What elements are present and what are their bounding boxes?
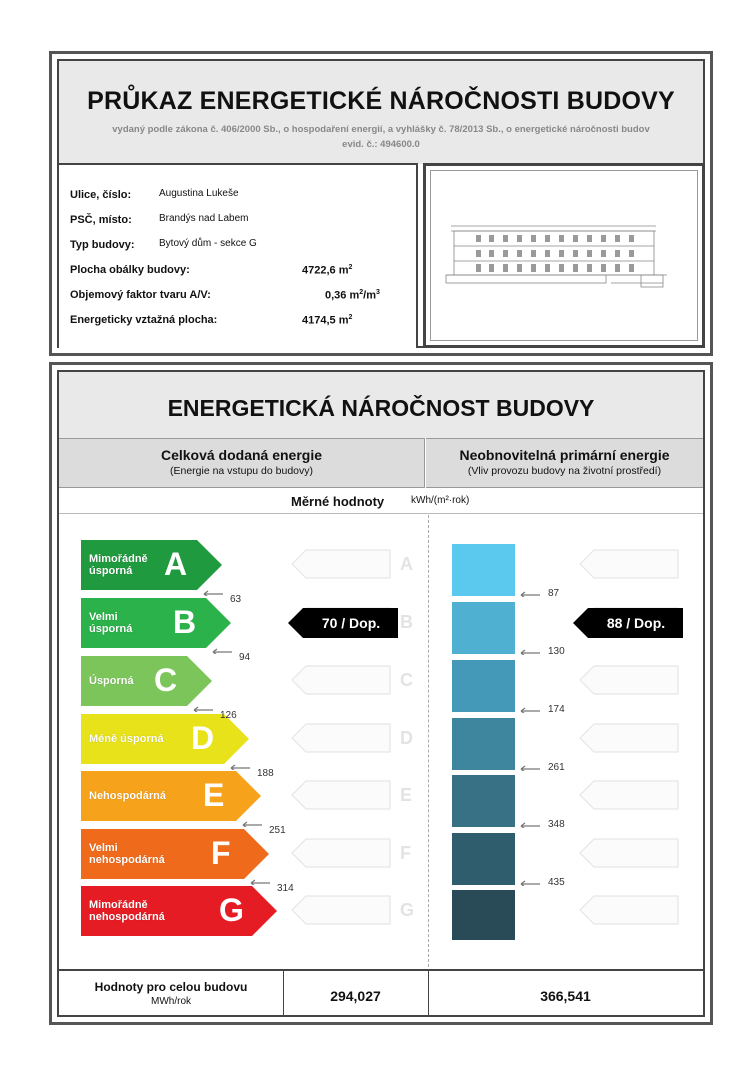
energy-class-letter: C: [154, 662, 178, 698]
energy-class-label: [89, 842, 165, 866]
delivered-energy-title: Celková dodaná energie: [160, 447, 323, 463]
header-band: [59, 61, 703, 164]
specific-values-unit: kWh/(m²·rok): [411, 495, 470, 506]
energy-class-f-arrow: [81, 829, 269, 879]
street-label: Ulice, číslo:: [70, 189, 132, 201]
type-value: Bytový dům - sekce G: [159, 238, 257, 249]
energy-class-label-line: Mimořádně: [89, 553, 148, 565]
primary-energy-bar-c: [452, 660, 515, 712]
info-row-reference-area: [70, 314, 353, 327]
building-picture-frame: [423, 163, 705, 348]
evidence-number: evid. č.: 494600.0: [342, 139, 420, 150]
energy-class-label-line: Úsporná: [89, 675, 134, 687]
rating-title: ENERGETICKÁ NÁROČNOST BUDOVY: [167, 395, 595, 421]
primary-energy-bar-d: [452, 718, 515, 770]
ghost-arrow-outline: [579, 723, 679, 753]
threshold-arrow: [211, 648, 233, 654]
energy-class-label-line: Méně úsporná: [89, 733, 164, 745]
info-row-type: [70, 238, 257, 251]
marker-value: 88 / Dop.: [606, 615, 666, 631]
city-label: PSČ, místo:: [70, 214, 132, 226]
envelope-label: Plocha obálky budovy:: [70, 264, 190, 276]
ghost-arrow-outline: [291, 838, 391, 868]
threshold-arrow: [519, 822, 541, 828]
threshold-arrow: [519, 880, 541, 886]
city-value: Brandýs nad Labem: [159, 213, 249, 224]
threshold-arrow: [241, 821, 263, 827]
primary-energy-bar-e: [452, 775, 515, 827]
primary-energy-bar-f: [452, 833, 515, 885]
energy-class-label-line: Nehospodárná: [89, 790, 167, 802]
primary-energy-total: 366,541: [540, 988, 591, 1004]
threshold-arrow: [519, 765, 541, 771]
energy-class-letter: F: [211, 835, 231, 871]
ghost-class-letter: D: [400, 728, 413, 748]
info-row-city: [70, 213, 249, 226]
energy-class-letter: G: [219, 892, 244, 928]
rating-band: [59, 372, 703, 438]
threshold-arrow: [519, 649, 541, 655]
energy-class-e-arrow: [81, 771, 261, 821]
energy-class-label: [89, 790, 166, 802]
threshold-arrow: [519, 707, 541, 713]
energy-class-c-arrow: [81, 656, 212, 706]
primary-energy-bar-a: [452, 544, 515, 596]
delivered-energy-subtitle: (Energie na vstupu do budovy): [169, 465, 313, 477]
energy-rating-frame: [49, 362, 713, 1025]
delivered-energy-header: [59, 438, 425, 488]
info-row-envelope: [70, 264, 353, 277]
info-row-shape-factor: [70, 289, 380, 302]
delivered-threshold-value: 314: [277, 883, 294, 894]
energy-class-label: [89, 733, 164, 745]
building-elevation-drawing: [431, 171, 697, 340]
energy-class-letter: D: [191, 720, 215, 756]
ghost-arrow-outline: [579, 549, 679, 579]
whole-building-label: Hodnoty pro celou budovu: [94, 980, 248, 994]
energy-class-label: [89, 611, 132, 635]
street-value: Augustina Lukeše: [159, 188, 239, 199]
delivered-threshold-value: 126: [220, 710, 237, 721]
shape-factor-label: Objemový faktor tvaru A/V:: [70, 289, 211, 301]
type-label: Typ budovy:: [70, 239, 135, 251]
threshold-arrow: [249, 879, 271, 885]
ghost-arrow-outline: [291, 723, 391, 753]
primary-energy-subtitle: (Vliv provozu budovy na životní prostředí): [467, 465, 662, 477]
ghost-arrow-outline: [291, 895, 391, 925]
primary-threshold-value: 130: [548, 646, 565, 657]
primary-energy-bar-b: [452, 602, 515, 654]
shape-factor-value: 0,36 $m^2/m^3$: [325, 289, 380, 302]
energy-class-a-arrow: [81, 540, 222, 590]
certificate-title: PRŮKAZ ENERGETICKÉ NÁROČNOSTI BUDOVY: [87, 87, 675, 115]
ghost-arrow-outline: [579, 838, 679, 868]
energy-class-g-arrow: [81, 886, 277, 936]
energy-class-label-line: nehospodárná: [89, 911, 165, 923]
reference-area-label: Energeticky vztažná plocha:: [70, 314, 218, 326]
ghost-arrow-outline: [579, 780, 679, 810]
specific-values-row: [59, 489, 703, 514]
building-drawing: [430, 170, 698, 341]
energy-class-label-line: nehospodárná: [89, 854, 165, 866]
ghost-arrow-outline: [291, 780, 391, 810]
delivered-threshold-value: 188: [257, 768, 274, 779]
reference-area-value: 4174,5 $m^2$: [302, 314, 353, 327]
energy-class-letter: E: [203, 777, 225, 813]
ghost-class-letter: A: [400, 554, 413, 574]
energy-class-d-arrow: [81, 714, 249, 764]
primary-threshold-value: 435: [548, 877, 565, 888]
primary-threshold-value: 87: [548, 588, 560, 599]
primary-energy-title: Neobnovitelná primární energie: [459, 447, 670, 463]
primary-threshold-value: 174: [548, 704, 565, 715]
energy-class-label-line: úsporná: [89, 623, 133, 635]
delivered-energy-marker: [288, 608, 398, 638]
ghost-class-letter: F: [400, 843, 411, 863]
ghost-class-letter: B: [400, 612, 413, 632]
energy-class-label: [89, 553, 148, 577]
energy-class-label-line: úsporná: [89, 565, 133, 577]
ghost-class-letter: C: [400, 670, 413, 690]
ghost-arrow-outline: [579, 895, 679, 925]
threshold-arrow: [192, 706, 214, 712]
primary-energy-bar-g: [452, 890, 515, 940]
building-info: [59, 163, 418, 348]
primary-threshold-value: 348: [548, 819, 565, 830]
specific-values-label: Měrné hodnoty: [291, 494, 385, 509]
ghost-class-letter: G: [400, 900, 415, 920]
delivered-threshold-value: 94: [239, 652, 251, 663]
certificate-header-frame: [49, 51, 713, 356]
marker-value: 70 / Dop.: [321, 615, 381, 631]
legal-reference: vydaný podle zákona č. 406/2000 Sb., o hospodaření energií, a vyhlášky č. 78/2013 Sb., o energetické náročnosti budov: [112, 124, 650, 135]
ghost-arrow-outline: [291, 665, 391, 695]
ghost-arrow-outline: [579, 665, 679, 695]
threshold-arrow: [519, 591, 541, 597]
primary-threshold-value: 261: [548, 762, 565, 773]
primary-energy-header: [426, 438, 703, 488]
primary-energy-marker: [573, 608, 683, 638]
energy-class-b-arrow: [81, 598, 231, 648]
info-row-street: [70, 188, 239, 201]
delivered-threshold-value: 251: [269, 825, 286, 836]
whole-building-row: [59, 969, 703, 1017]
threshold-arrow: [229, 764, 251, 770]
energy-rating: [57, 370, 705, 1017]
column-divider: [428, 515, 429, 967]
energy-class-letter: A: [164, 546, 188, 582]
delivered-energy-total: 294,027: [330, 988, 381, 1004]
energy-class-label-line: Mimořádně: [89, 899, 148, 911]
energy-class-label: [89, 899, 165, 923]
energy-class-label-line: Velmi: [89, 611, 118, 623]
energy-class-letter: B: [173, 604, 197, 640]
energy-class-label: [89, 675, 134, 687]
envelope-value: 4722,6 $m^2$: [302, 264, 353, 277]
whole-building-unit: MWh/rok: [151, 996, 191, 1007]
energy-class-label-line: Velmi: [89, 842, 118, 854]
delivered-threshold-value: 63: [230, 594, 242, 605]
certificate-header: [57, 59, 705, 348]
ghost-arrow-outline: [291, 549, 391, 579]
ghost-class-letter: E: [400, 785, 413, 805]
threshold-arrow: [202, 590, 224, 596]
